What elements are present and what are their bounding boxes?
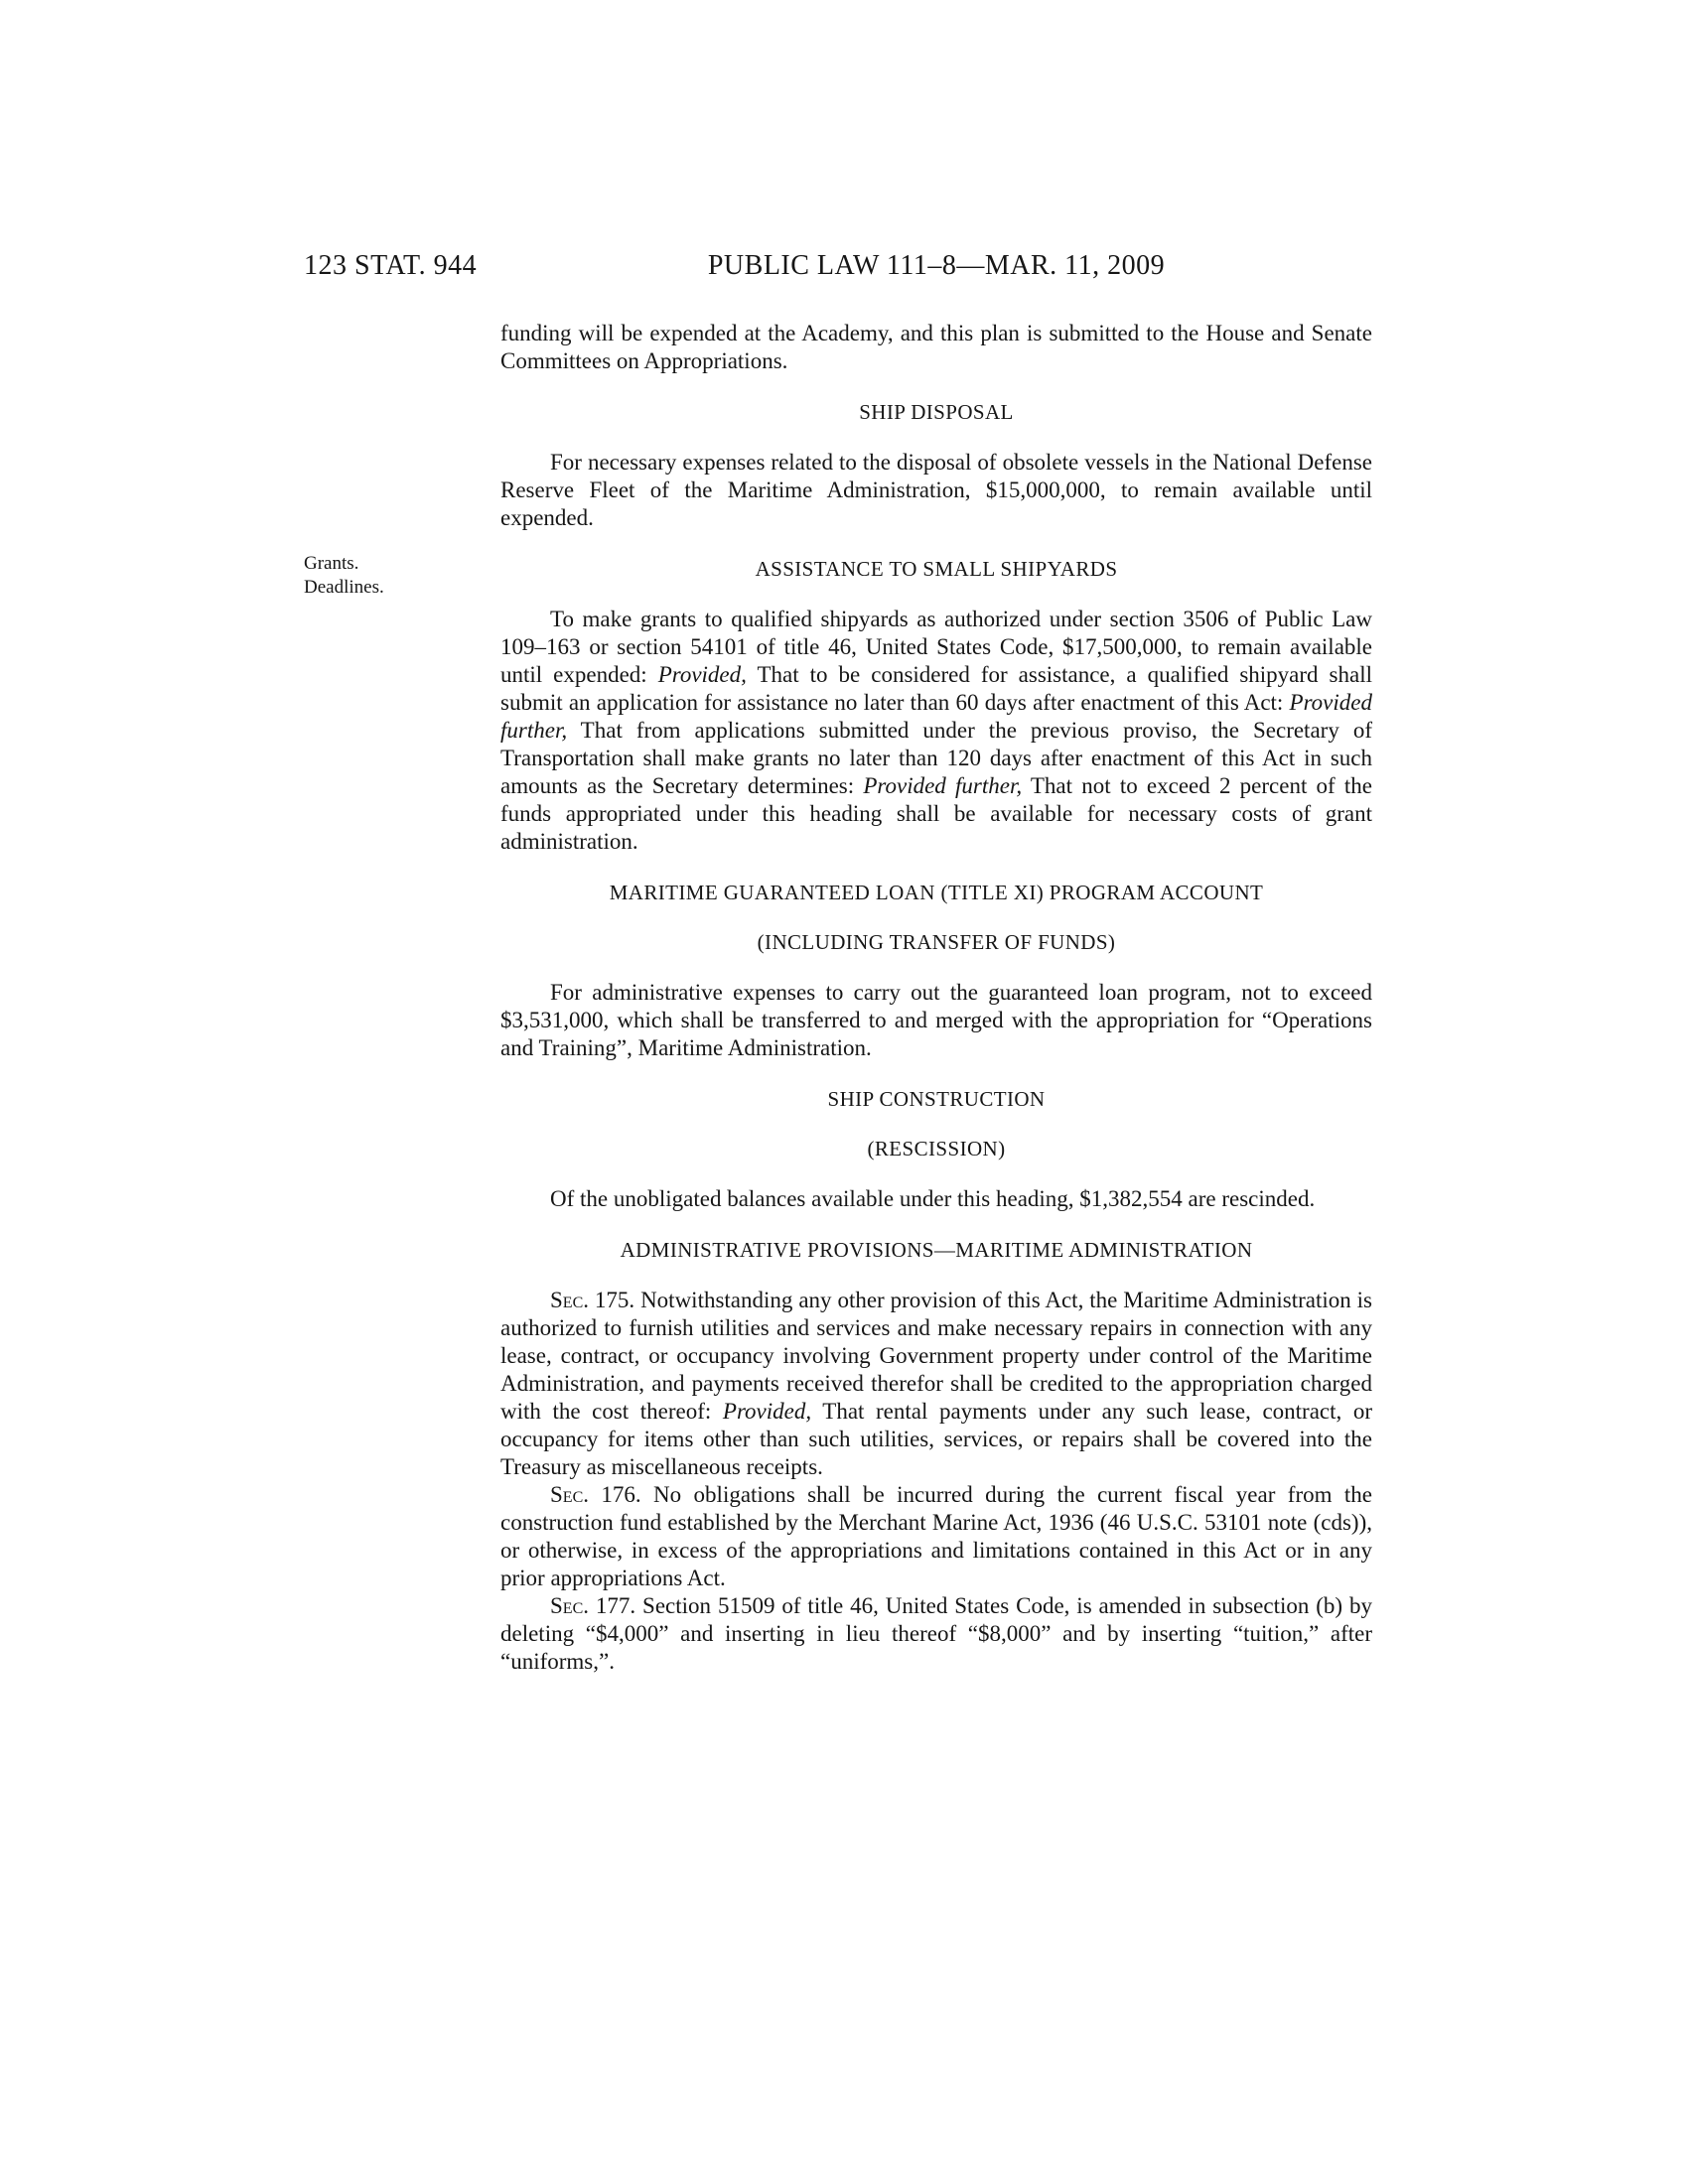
body-paragraph — [500, 606, 1372, 856]
paragraph-text: 175. Notwithstanding any other provision of this Act, the Maritime Administration is authorized to furnish utilities and services and make necessary repairs in connection with any lease, contract, or occupancy involving Government property under control of the Maritime Administration, and payments received therefor shall be credited to the appropriation charged with the cost thereof: — [500, 1288, 1372, 1424]
paragraph-text: 177. Section 51509 of title 46, United States Code, is amended in subsection (b) by deleting “$4,000” and inserting in lieu thereof “$8,000” and by inserting “tuition,” after “uniforms,”. — [500, 1593, 1372, 1674]
section-heading: MARITIME GUARANTEED LOAN (TITLE XI) PROGRAM ACCOUNT — [609, 881, 1264, 904]
paragraph-text: To make grants to qualified shipyards as authorized under section 3506 of Public Law 109–163 or section 54101 of title 46, United States Code, $17,500,000, to remain available until expended: — [500, 607, 1372, 687]
margin-note-line-grants: Grants. — [304, 553, 359, 574]
paragraph-text: For necessary expenses related to the disposal of obsolete vessels in the National Defense Reserve Fleet of the Maritime Administration, $15,000,000, to remain available until expended. — [500, 450, 1372, 530]
proviso-italic-text: Provided, — [722, 1399, 812, 1424]
body-paragraph — [500, 1287, 1372, 1481]
section-heading: (INCLUDING TRANSFER OF FUNDS) — [757, 930, 1116, 954]
section-heading: (RESCISSION) — [867, 1137, 1006, 1160]
body-paragraph — [500, 320, 1372, 375]
body-paragraph — [500, 1481, 1372, 1592]
section-label: Sec. — [550, 1593, 589, 1618]
document-content — [500, 320, 1372, 1676]
margin-note-line-deadlines: Deadlines. — [304, 577, 384, 598]
body-paragraph — [500, 1185, 1372, 1213]
paragraph-text: That not to exceed 2 percent of the funds appropriated under this heading shall be available for necessary costs of grant administration. — [500, 773, 1372, 854]
section-heading: ASSISTANCE TO SMALL SHIPYARDS — [755, 557, 1118, 581]
margin-note — [304, 552, 384, 600]
section-heading: SHIP CONSTRUCTION — [827, 1087, 1046, 1111]
body-paragraph — [500, 979, 1372, 1062]
paragraph-text: Of the unobligated balances available under this heading, $1,382,554 are rescinded. — [550, 1186, 1316, 1211]
section-label: Sec. — [550, 1288, 589, 1312]
proviso-italic-text: Provided, — [657, 662, 747, 687]
section-heading: ADMINISTRATIVE PROVISIONS—MARITIME ADMINISTRATION — [620, 1238, 1253, 1262]
section-label: Sec. — [550, 1482, 589, 1507]
paragraph-text: 176. No obligations shall be incurred during the current fiscal year from the construction fund established by the Merchant Marine Act, 1936 (46 U.S.C. 53101 note (cds)), or otherwise, in excess of the appropriations and limitations contained in this Act or in any prior appropriations Act. — [500, 1482, 1372, 1590]
paragraph-text: That to be considered for assistance, a qualified shipyard shall submit an application for assistance no later than 60 days after enactment of this Act: — [500, 662, 1372, 715]
body-paragraph — [500, 449, 1372, 532]
paragraph-text: That rental payments under any such lease, contract, or occupancy for items other than such utilities, services, or repairs shall be covered into the Treasury as miscellaneous receipts. — [500, 1399, 1372, 1479]
paragraph-text: funding will be expended at the Academy, and this plan is submitted to the House and Senate Committees on Appropriations. — [500, 321, 1372, 373]
proviso-italic-text: Provided further, — [500, 690, 1372, 743]
paragraph-text: That from applications submitted under the previous proviso, the Secretary of Transportation shall make grants no later than 120 days after enactment of this Act in such amounts as the Secretary determines: — [500, 718, 1372, 798]
paragraph-text: For administrative expenses to carry out the guaranteed loan program, not to exceed $3,531,000, which shall be transferred to and merged with the appropriation for “Operations and Training”, Maritime Administration. — [500, 980, 1372, 1060]
stat-page-number: 123 STAT. 944 — [304, 250, 478, 281]
section-heading: SHIP DISPOSAL — [859, 400, 1014, 424]
body-paragraph — [500, 1592, 1372, 1676]
proviso-italic-text: Provided further, — [863, 773, 1023, 798]
running-header-law-title: PUBLIC LAW 111–8—MAR. 11, 2009 — [707, 250, 1166, 281]
